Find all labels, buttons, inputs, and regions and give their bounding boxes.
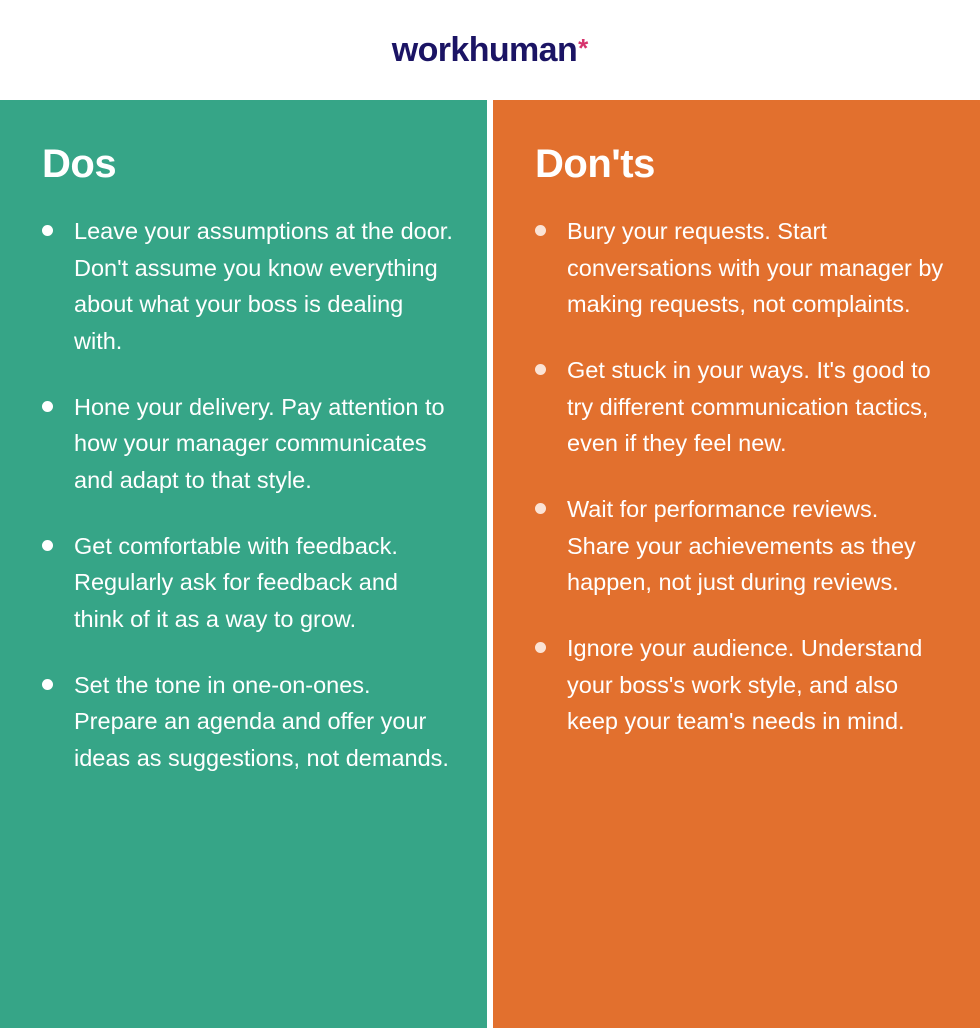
bullet-icon [535,225,546,236]
bullet-icon [42,540,53,551]
list-item [527,491,946,601]
list-item-text: Get stuck in your ways. It's good to try different communication tactics, even if they feel new. [567,356,931,457]
list-item-text: Hone your delivery. Pay attention to how your manager communicates and adapt to that style. [74,393,445,493]
comparison-columns [0,100,980,1028]
header [0,0,980,100]
list-item-text: Leave your assumptions at the door. Don't assume you know everything about what your boss is dealing with. [74,218,453,354]
list-item [34,528,453,638]
list-item [34,389,453,499]
logo-wordmark: workhuman [391,31,578,69]
bullet-icon [42,225,53,236]
donts-column [493,100,980,1028]
list-item-text: Wait for performance reviews. Share your achievements as they happen, not just during reviews. [567,495,916,596]
bullet-icon [42,679,53,690]
donts-list [527,213,946,740]
dos-list [34,213,453,777]
workhuman-logo [392,33,589,67]
list-item-text: Ignore your audience. Understand your boss's work style, and also keep your team's needs in mind. [567,634,923,735]
list-item [527,213,946,323]
list-item [527,352,946,462]
list-item-text: Bury your requests. Start conversations with your manager by making requests, not complaints. [567,218,944,318]
bullet-icon [535,642,546,653]
list-item [527,630,946,740]
list-item-text: Set the tone in one-on-ones. Prepare an agenda and offer your ideas as suggestions, not demands. [74,671,449,771]
asterisk-icon: * [578,33,589,63]
dos-column-title: Dos [42,142,117,186]
list-item-text: Get comfortable with feedback. Regularly ask for feedback and think of it as a way to grow. [74,532,398,632]
bullet-icon [535,503,546,514]
list-item [34,667,453,777]
donts-column-title: Don'ts [535,142,655,186]
bullet-icon [42,401,53,412]
bullet-icon [535,364,546,375]
dos-column [0,100,487,1028]
list-item [34,213,453,360]
